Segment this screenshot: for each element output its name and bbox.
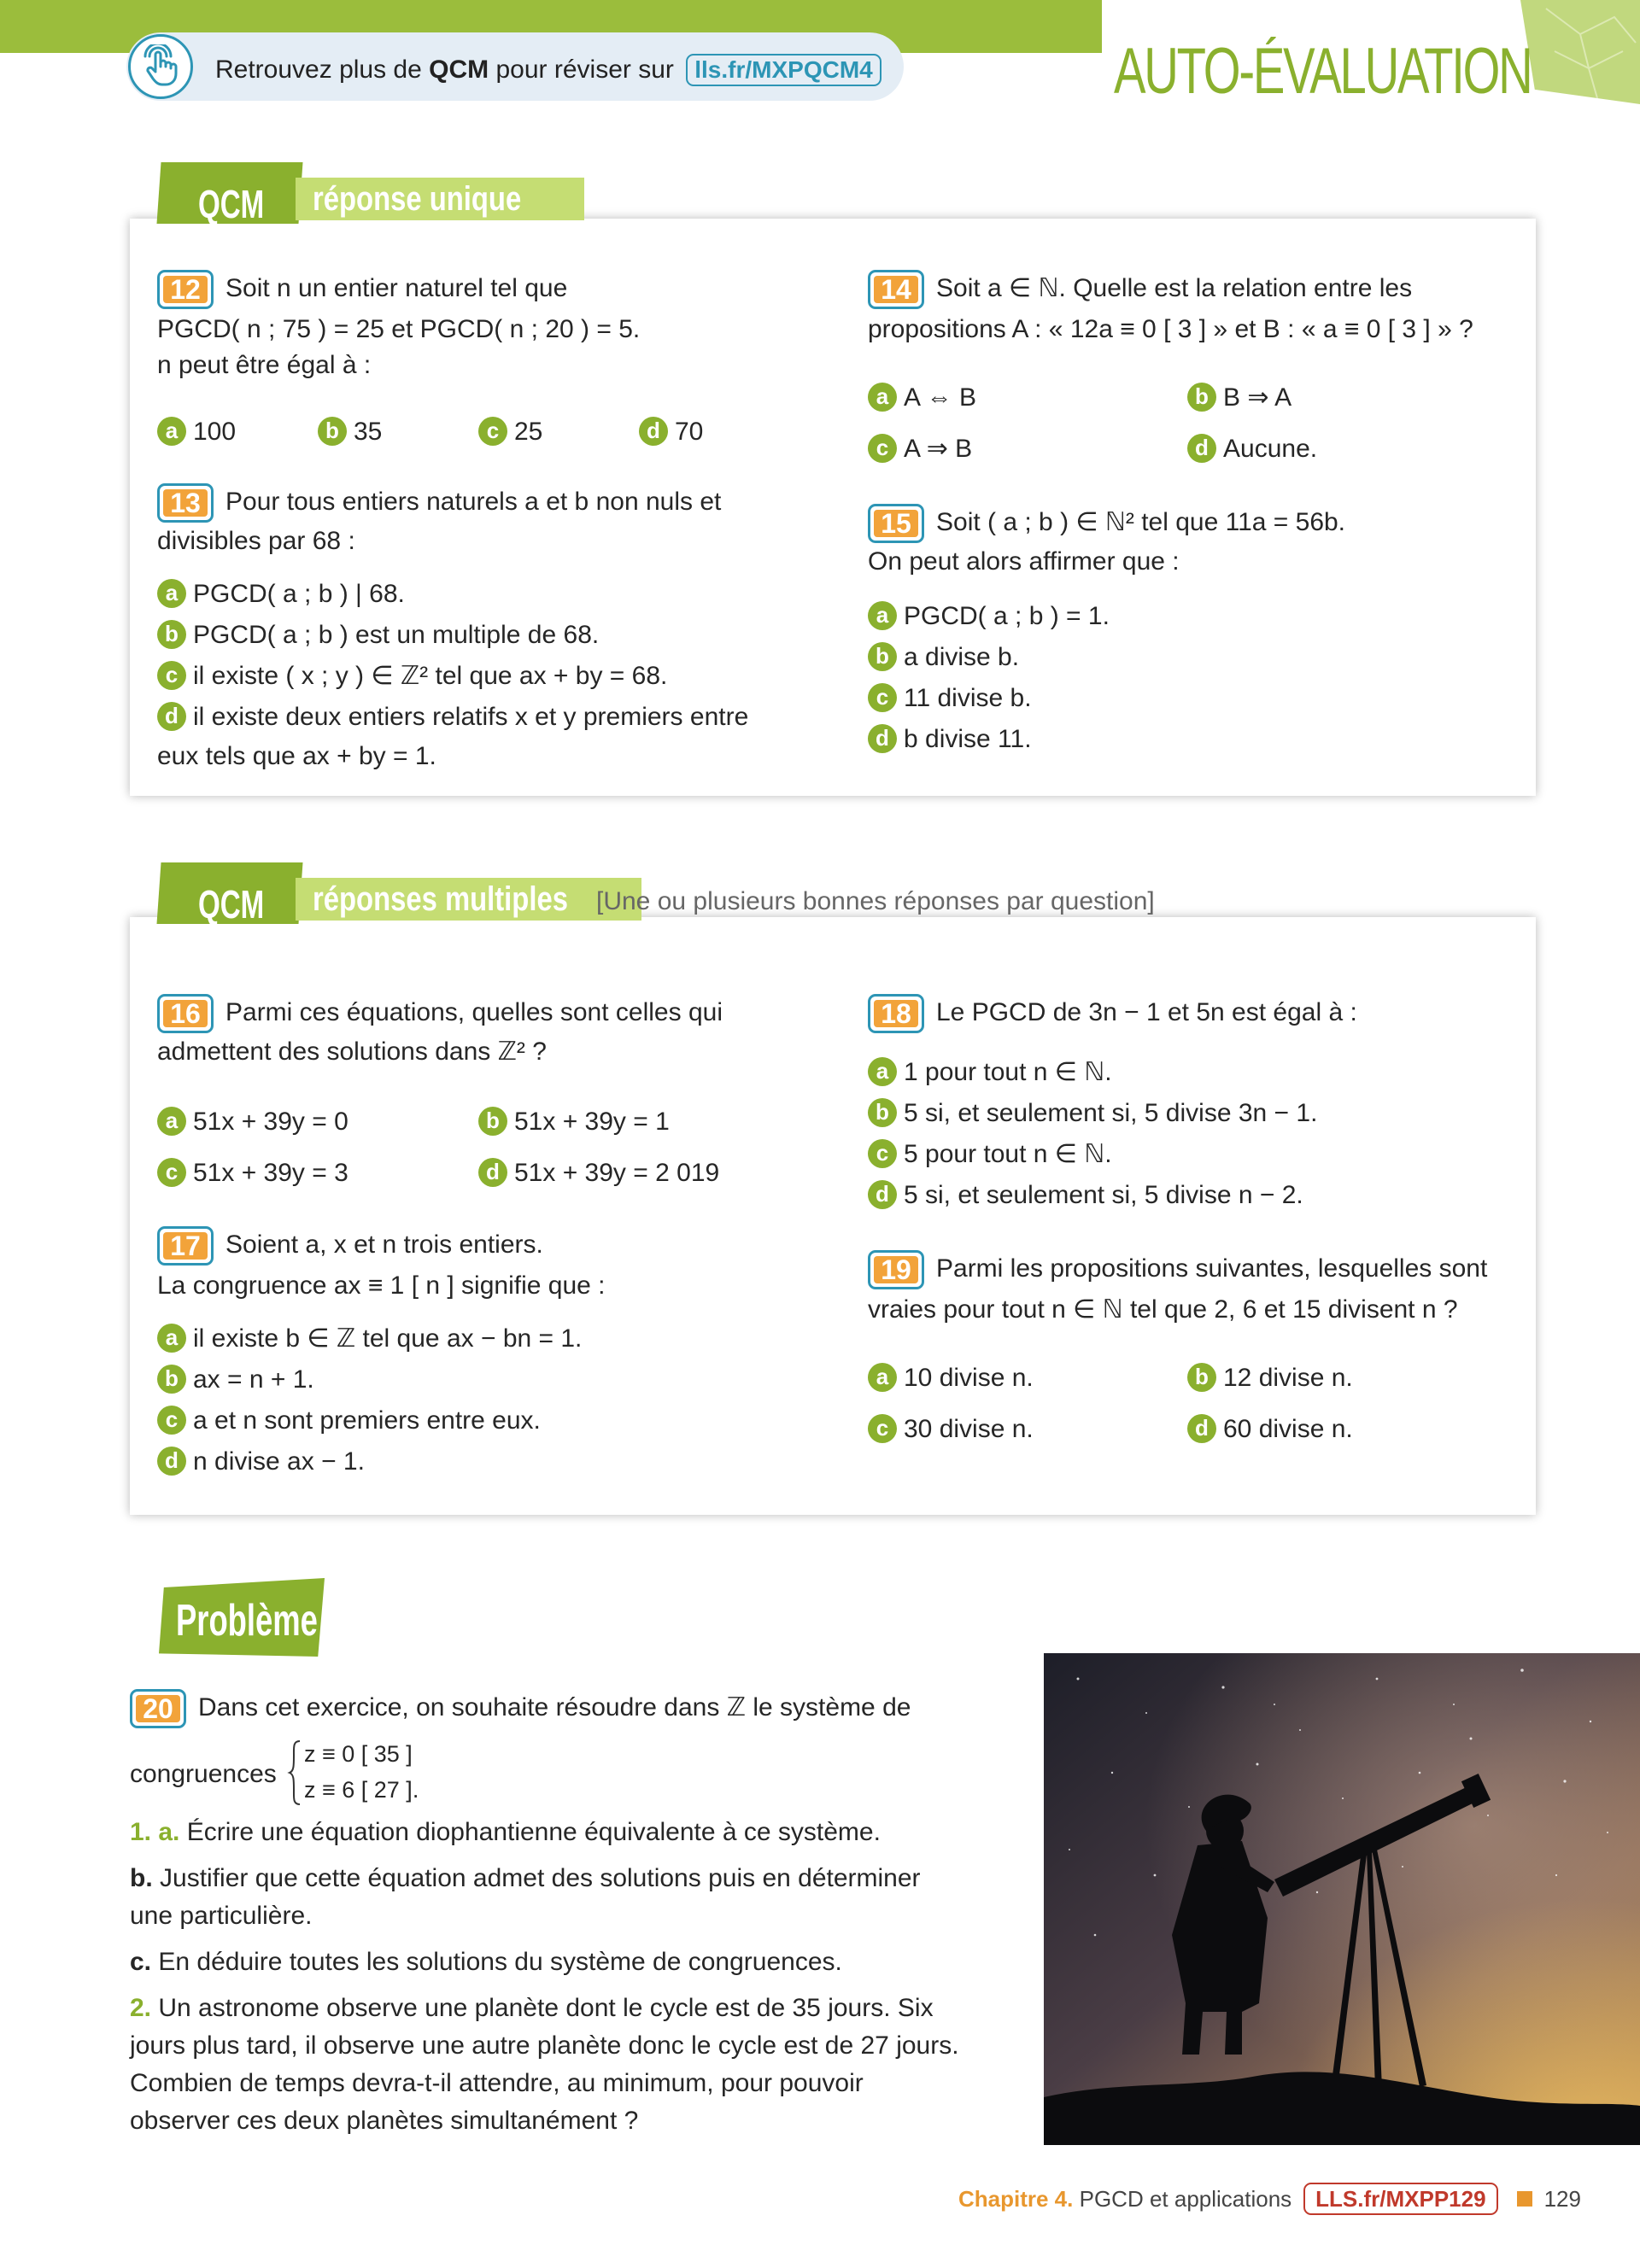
- p20-number: 20: [130, 1689, 186, 1728]
- q19-option-a[interactable]: a 10 divise n.: [868, 1359, 1034, 1397]
- q12-number: 12: [157, 270, 214, 309]
- astronomer-photo: [1044, 1653, 1640, 2145]
- q12-option-b[interactable]: b 35: [318, 413, 382, 451]
- q17-option-c[interactable]: c a et n sont premiers entre eux.: [157, 1402, 541, 1440]
- q19-option-b[interactable]: b 12 divise n.: [1187, 1359, 1353, 1397]
- qcm2-subtitle: réponses multiples: [296, 878, 641, 921]
- q12-line3: n peut être égal à :: [157, 351, 372, 379]
- q16-number: 16: [157, 994, 214, 1033]
- q13-option-c[interactable]: c il existe ( x ; y ) ∈ ℤ² tel que ax + by = 68.: [157, 658, 667, 695]
- p20-q2: 2. Un astronome observe une planète dont le cycle est de 35 jours. Six: [130, 1994, 934, 2022]
- q16-option-a[interactable]: a 51x + 39y = 0: [157, 1103, 348, 1141]
- qcm-badge-label: QCM: [198, 182, 265, 226]
- system-eq1: z ≡ 0 [ 35 ]: [304, 1741, 413, 1767]
- q19-number: 19: [868, 1250, 924, 1289]
- q19-line2: vraies pour tout n ∈ ℕ tel que 2, 6 et 15 divisent n ?: [868, 1295, 1458, 1324]
- p20-q2-l4: observer ces deux planètes simultanément ?: [130, 2107, 639, 2135]
- q16-line1: 16 Parmi ces équations, quelles sont celles qui: [157, 994, 723, 1033]
- q18-option-b[interactable]: b 5 si, et seulement si, 5 divise 3n − 1.: [868, 1095, 1317, 1132]
- qcm-subtitle: réponse unique: [296, 178, 584, 220]
- q19-option-c[interactable]: c 30 divise n.: [868, 1411, 1034, 1448]
- q13-number: 13: [157, 483, 214, 523]
- q12-option-c[interactable]: c 25: [478, 413, 542, 451]
- q14-option-b[interactable]: b B ⇒ A: [1187, 379, 1292, 417]
- q18-line1: 18 Le PGCD de 3n − 1 et 5n est égal à :: [868, 994, 1357, 1033]
- q16-option-d[interactable]: d 51x + 39y = 2 019: [478, 1154, 719, 1192]
- q15-line1: 15 Soit ( a ; b ) ∈ ℕ² tel que 11a = 56b.: [868, 504, 1345, 543]
- p20-q2-l3: Combien de temps devra-t-il attendre, au minimum, pour pouvoir: [130, 2069, 864, 2097]
- q18-option-a[interactable]: a 1 pour tout n ∈ ℕ.: [868, 1054, 1112, 1091]
- q14-option-c[interactable]: c A ⇒ B: [868, 430, 972, 468]
- qcm2-badge-label: QCM: [198, 882, 265, 926]
- q15-option-a[interactable]: a PGCD( a ; b ) = 1.: [868, 598, 1110, 635]
- p20-q2-l2: jours plus tard, il observe une autre planète donc le cycle est de 27 jours.: [130, 2031, 959, 2060]
- q14-option-d[interactable]: d Aucune.: [1187, 430, 1317, 468]
- q15-number: 15: [868, 504, 924, 543]
- p20-q1a: 1. a. Écrire une équation diophantienne équivalente à ce système.: [130, 1818, 881, 1846]
- q13-line1: 13 Pour tous entiers naturels a et b non nuls et: [157, 483, 721, 523]
- q17-line2: La congruence ax ≡ 1 [ n ] signifie que :: [157, 1271, 606, 1300]
- q12-line1: 12 Soit n un entier naturel tel que: [157, 270, 567, 309]
- q13-line2: divisibles par 68 :: [157, 527, 355, 555]
- touch-hand-icon: [128, 34, 193, 99]
- q18-option-c[interactable]: c 5 pour tout n ∈ ℕ.: [868, 1136, 1112, 1173]
- footer: Chapitre 4. PGCD et applications LLS.fr/MXPP129 129: [958, 2183, 1581, 2216]
- p20-q1c: c. En déduire toutes les solutions du système de congruences.: [130, 1948, 842, 1976]
- footer-link[interactable]: LLS.fr/MXPP129: [1303, 2183, 1497, 2215]
- promo-text: Retrouvez plus de QCM pour réviser sur lls.fr/MXPQCM4: [215, 51, 882, 89]
- q18-number: 18: [868, 994, 924, 1033]
- q17-option-b[interactable]: b ax = n + 1.: [157, 1361, 314, 1399]
- q15-option-d[interactable]: d b divise 11.: [868, 721, 1032, 758]
- p20-q1b-cont: une particulière.: [130, 1902, 313, 1930]
- q15-option-b[interactable]: b a divise b.: [868, 639, 1019, 676]
- q13-option-a[interactable]: a PGCD( a ; b ) | 68.: [157, 576, 405, 613]
- system-brace: [287, 1739, 302, 1807]
- q19-option-d[interactable]: d 60 divise n.: [1187, 1411, 1353, 1448]
- q12-option-a[interactable]: a 100: [157, 413, 236, 451]
- q18-option-d[interactable]: d 5 si, et seulement si, 5 divise n − 2.: [868, 1177, 1303, 1214]
- q17-line1: 17 Soient a, x et n trois entiers.: [157, 1226, 543, 1266]
- q14-number: 14: [868, 270, 924, 309]
- footer-square-icon: [1517, 2191, 1532, 2207]
- q14-line1: 14 Soit a ∈ ℕ. Quelle est la relation entre les: [868, 270, 1412, 309]
- section-title: AUTO-ÉVALUATION: [1114, 35, 1532, 108]
- p20-congruences-label: congruences: [130, 1760, 277, 1788]
- page-number: 129: [1543, 2186, 1581, 2212]
- q13-option-d[interactable]: d il existe deux entiers relatifs x et y premiers entre: [157, 699, 748, 736]
- q13-option-d-cont: eux tels que ax + by = 1.: [157, 742, 436, 770]
- qcm2-note: [Une ou plusieurs bonnes réponses par question]: [596, 887, 1155, 915]
- q19-line1: 19 Parmi les propositions suivantes, lesquelles sont: [868, 1250, 1487, 1289]
- q13-option-b[interactable]: b PGCD( a ; b ) est un multiple de 68.: [157, 617, 599, 654]
- promo-link[interactable]: lls.fr/MXPQCM4: [686, 54, 881, 86]
- q16-option-c[interactable]: c 51x + 39y = 3: [157, 1154, 348, 1192]
- probleme-badge-label: Problème: [176, 1596, 318, 1645]
- q15-option-c[interactable]: c 11 divise b.: [868, 680, 1032, 717]
- q16-option-b[interactable]: b 51x + 39y = 1: [478, 1103, 670, 1141]
- q17-option-d[interactable]: d n divise ax − 1.: [157, 1443, 365, 1481]
- q17-number: 17: [157, 1226, 214, 1266]
- q14-option-a[interactable]: a A ⇔ B: [868, 379, 976, 417]
- p20-intro: 20 Dans cet exercice, on souhaite résoudre dans ℤ le système de: [130, 1689, 911, 1728]
- q15-line2: On peut alors affirmer que :: [868, 547, 1180, 576]
- p20-q1b: b. Justifier que cette équation admet des solutions puis en déterminer: [130, 1864, 921, 1892]
- q12-line2: PGCD( n ; 75 ) = 25 et PGCD( n ; 20 ) = 5.: [157, 315, 641, 343]
- system-eq2: z ≡ 6 [ 27 ].: [304, 1777, 419, 1803]
- q16-line2: admettent des solutions dans ℤ² ?: [157, 1038, 547, 1066]
- q14-line2: propositions A : « 12a ≡ 0 [ 3 ] » et B : « a ≡ 0 [ 3 ] » ?: [868, 315, 1473, 343]
- q17-option-a[interactable]: a il existe b ∈ ℤ tel que ax − bn = 1.: [157, 1320, 582, 1358]
- corner-pattern: [1520, 0, 1640, 104]
- q12-option-d[interactable]: d 70: [639, 413, 703, 451]
